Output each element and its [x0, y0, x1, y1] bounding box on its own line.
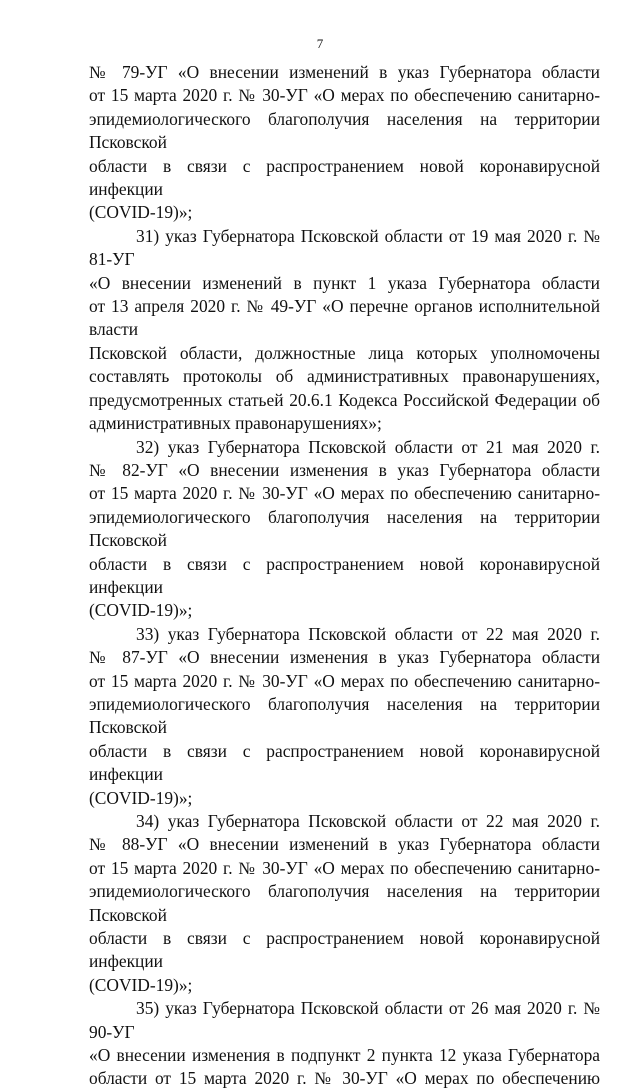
text-line: 35) указ Губернатора Псковской области от 26 мая 2020 г. № 90-УГ	[89, 998, 600, 1042]
text-line: от 13 апреля 2020 г. № 49-УГ «О перечне органов исполнительной власти	[89, 296, 600, 340]
text-line: эпидемиологического благополучия населения на территории Псковской	[89, 506, 600, 551]
text-line-last: административных правонарушениях»;	[89, 413, 382, 434]
text-line: от 15 марта 2020 г. № 30-УГ «О мерах по обеспечению санитарно-	[89, 85, 600, 106]
text-line: 32) указ Губернатора Псковской области от 21 мая 2020 г.	[136, 436, 600, 457]
paragraph	[89, 225, 600, 436]
text-line: 31) указ Губернатора Псковской области от 19 мая 2020 г. № 81-УГ	[89, 225, 600, 270]
text-line-last: (COVID-19)»;	[89, 787, 193, 808]
text-line: эпидемиологического благополучия населения на территории Псковской	[89, 693, 600, 738]
text-line-last: (COVID-19)»;	[89, 974, 193, 995]
text-line: составлять протоколы об административных правонарушениях,	[89, 366, 600, 387]
text-line: предусмотренных статьей 20.6.1 Кодекса Российской Федерации об	[89, 389, 600, 410]
text-line: «О внесении изменения в подпункт 2 пункта 12 указа Губернатора	[89, 1045, 600, 1066]
text-line: № 82-УГ «О внесении изменения в указ Губернатора области	[89, 459, 600, 480]
text-line: «О внесении изменений в пункт 1 указа Губернатора области	[89, 272, 600, 293]
text-line: эпидемиологического благополучия населения на территории Псковской	[89, 108, 600, 153]
text-line-last: (COVID-19)»;	[89, 600, 193, 621]
text-line: № 79-УГ «О внесении изменений в указ Губернатора области	[89, 62, 600, 82]
paragraph	[89, 810, 600, 997]
paragraph	[89, 436, 600, 623]
text-line: от 15 марта 2020 г. № 30-УГ «О мерах по обеспечению санитарно-	[89, 857, 600, 878]
text-line-last: (COVID-19)»;	[89, 202, 193, 223]
paragraph	[89, 997, 600, 1091]
text-line: области в связи с распространением новой коронавирусной инфекции	[89, 928, 600, 972]
text-line: эпидемиологического благополучия населения на территории Псковской	[89, 881, 600, 925]
paragraph	[89, 61, 600, 225]
text-line: области в связи с распространением новой коронавирусной инфекции	[89, 740, 600, 785]
text-line: Псковской области, должностные лица которых уполномочены	[89, 342, 600, 363]
page-number: 7	[316, 36, 324, 51]
paragraph	[89, 623, 600, 810]
text-line: от 15 марта 2020 г. № 30-УГ «О мерах по обеспечению санитарно-	[89, 670, 600, 691]
text-line: от 15 марта 2020 г. № 30-УГ «О мерах по обеспечению санитарно-	[89, 483, 600, 504]
text-line: области от 15 марта 2020 г. № 30-УГ «О мерах по обеспечению	[89, 1068, 600, 1089]
text-line: области в связи с распространением новой коронавирусной инфекции	[89, 155, 600, 200]
text-line: № 87-УГ «О внесении изменения в указ Губернатора области	[89, 647, 600, 668]
text-line: 33) указ Губернатора Псковской области от 22 мая 2020 г.	[136, 623, 600, 644]
text-line: № 88-УГ «О внесении изменений в указ Губернатора области	[89, 834, 600, 855]
text-line: области в связи с распространением новой коронавирусной инфекции	[89, 553, 600, 597]
document-body	[89, 61, 600, 1091]
text-line: 34) указ Губернатора Псковской области от 22 мая 2020 г.	[136, 811, 600, 831]
